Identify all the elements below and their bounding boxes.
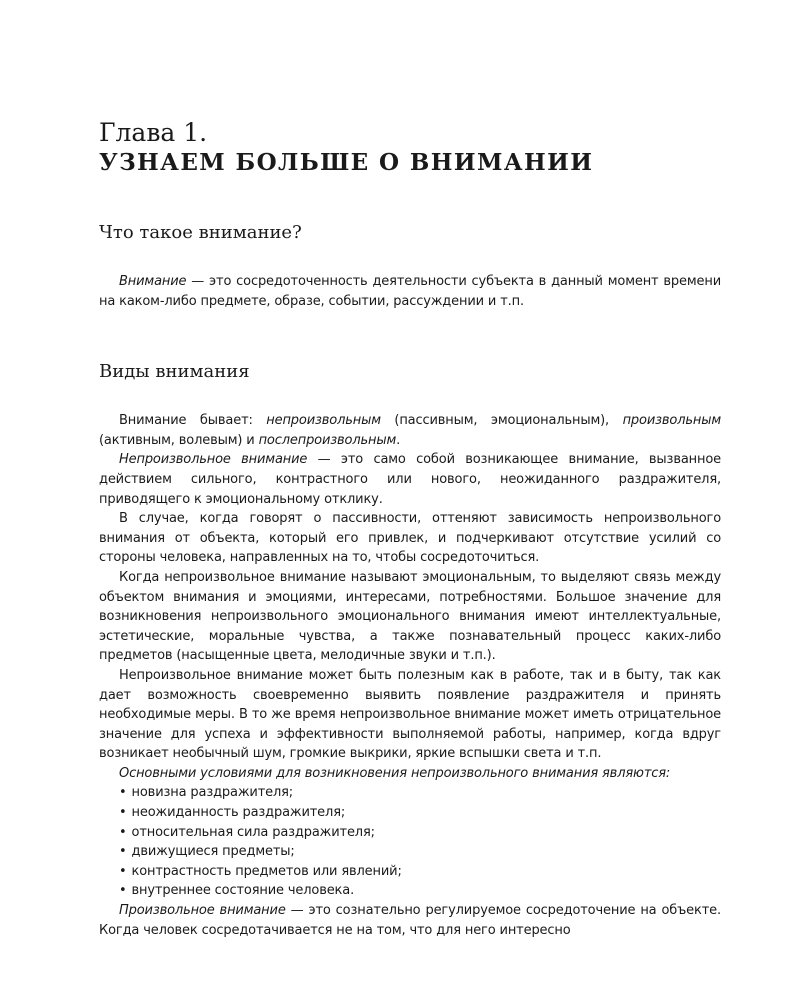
book-page: [99, 118, 721, 940]
list-item: • внутреннее состояние человека.: [119, 883, 355, 899]
definition-term: Внимание: [119, 274, 187, 289]
list-item: • движущиеся предметы;: [119, 844, 295, 860]
list-item: • новизна раздражителя;: [119, 785, 294, 801]
list-item: • контрастность предметов или явлений;: [119, 863, 402, 879]
paragraph-types: Внимание бывает: непроизвольным (пассивным, эмоциональным), произвольным (активным, волевым) и послепроизвольным.: [99, 413, 721, 448]
chapter-title: УЗНАЕМ БОЛЬШЕ О ВНИМАНИИ: [99, 149, 594, 176]
voluntary-term: Произвольное внимание: [119, 903, 286, 919]
paragraph-passivity: В случае, когда говорят о пассивности, оттеняют зависимость непроизвольного внимания от объекта, который его привлек, и подчеркивают отсутствие усилий со стороны человека, направленных на то, чтобы сосредоточиться.: [99, 511, 721, 566]
bullet-icon: •: [119, 863, 127, 879]
conditions-intro: Основными условиями для возникновения непроизвольного внимания являются:: [119, 765, 671, 781]
types-of-attention-body: [99, 411, 721, 940]
list-item: • относительная сила раздражителя;: [119, 824, 375, 840]
definition-text: — это сосредоточенность деятельности субъекта в данный момент времени на каком-либо предмете, образе, событии, рассуждении и т.п.: [99, 274, 721, 309]
list-item: • неожиданность раздражителя;: [119, 805, 346, 821]
bullet-icon: •: [119, 883, 127, 899]
section-heading-types-of-attention: Виды внимания: [99, 361, 250, 383]
involuntary-term: Непроизвольное внимание: [119, 452, 308, 468]
paragraph-voluntary-definition: Произвольное внимание — это сознательно регулируемое сосредоточение на объекте. Когда человек сосредотачивается не на том, что для него интересно: [99, 903, 721, 938]
paragraph-emotional: Когда непроизвольное внимание называют эмоциональным, то выделяют связь между объектом внимания и эмоциями, интересами, потребностями. Большое значение для возникновения непроизвольного эмоционального внимания имеют интеллектуальные, эстетические, моральные чувства, а также познавательный процесс каких-либо предметов (насыщенные цвета, мелодичные звуки и т.п.).: [99, 569, 721, 664]
bullet-icon: •: [119, 844, 127, 860]
bullet-icon: •: [119, 785, 127, 801]
definition-paragraph: [99, 272, 721, 311]
bullet-icon: •: [119, 805, 127, 821]
chapter-label: Глава 1.: [99, 118, 208, 147]
conditions-list: [99, 783, 721, 901]
paragraph-involuntary-definition: Непроизвольное внимание — это само собой возникающее внимание, вызванное действием сильного, контрастного или нового, неожиданного раздражителя, приводящего к эмоциональному отклику.: [99, 452, 721, 507]
bullet-icon: •: [119, 824, 127, 840]
paragraph-usefulness: Непроизвольное внимание может быть полезным как в работе, так и в быту, так как дает возможность своевременно выявить появление раздражителя и принять необходимые меры. В то же время непроизвольное внимание может иметь отрицательное значение для успеха и эффективности выполняемой работы, например, когда вдруг возникает необычный шум, громкие выкрики, яркие вспышки света и т.п.: [99, 667, 721, 762]
definition-block: [99, 272, 721, 311]
section-heading-what-is-attention: Что такое внимание?: [99, 222, 302, 243]
